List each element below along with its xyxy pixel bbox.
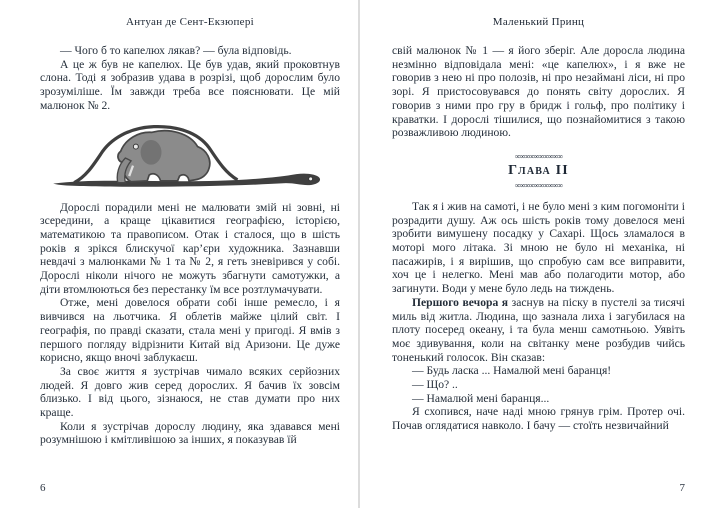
elephant-inside-boa-illustration xyxy=(40,120,340,196)
left-running-header: Антуан де Сент-Екзюпері xyxy=(125,16,254,28)
dialogue-line: — Що? .. xyxy=(412,378,458,392)
paragraph: За своє життя я зустрічав чимало всяких серйозних людей. Я довго жив серед дорослих. Я бачив їх зовсім близько. І від цього, зізнаюся, не став думати про них краще. xyxy=(40,364,340,420)
paragraph-evening xyxy=(392,296,685,365)
paragraph: А це ж був не капелюх. Це був удав, який проковтнув слона. Тоді я зобразив удава в розрізі, щоб дорослим було зрозуміліше. Їм завжди треба все пояснювати. Це мій малюнок № 2. xyxy=(40,57,340,112)
page-left xyxy=(40,16,340,447)
page-right xyxy=(392,16,685,433)
evening-bold-lead: Першого вечора я xyxy=(412,295,509,309)
boa-eye xyxy=(309,176,313,180)
ornament-chain-bottom: ∞∞∞∞∞∞∞∞∞∞ xyxy=(514,180,563,190)
paragraph: Отже, мені довелося обрати собі інше ремесло, і я вивчився на льотчика. Я облетів майже цілий світ. І географія, по правді сказати, стала мені у пригоді. Я вмів з першого погляду відрізнити Китай від Аризони. Це дуже корисно, якщо вночі заблукаєш. xyxy=(40,296,340,365)
right-running-header: Маленький Принц xyxy=(492,16,585,28)
elephant-body xyxy=(118,130,210,181)
elephant-eye xyxy=(133,144,138,149)
evening-rest: заснув на піску в пустелі за тисячі миль від житла. Людина, що зазнала лиха і загубилася на плоту посеред океану, і та була менш самотньою. Уявіть моє здивування, коли на світанку мене розбудив чийсь тоненький голосок. Він сказав: xyxy=(392,295,685,364)
page-number-right: 7 xyxy=(679,482,685,494)
chapter-title: Глава II xyxy=(508,162,569,178)
page-gutter-divider xyxy=(358,0,360,508)
dialogue-line: — Намалюй мені баранця... xyxy=(412,391,550,405)
paragraph: Дорослі порадили мені не малювати змій ні зовні, ні зсередини, а краще цікавитися географією, історією, математикою та правописом. Отак і сталося, що в шість років я зрікся блискучої кар’єри художника. Зазнавши невдачі з малюнками № 1 та № 2, я геть зневірився у собі. Дорослі ніколи нічого не можуть збагнути самотужки, а діти втомлюються без перестанку їм все розтлумачувати. xyxy=(40,200,340,296)
paragraph: Коли я зустрічав дорослу людину, яка здавався мені розумнішою і кмітливішою за інших, я показував їй xyxy=(40,419,340,447)
chapter-heading-block xyxy=(392,152,685,190)
page-number-left: 6 xyxy=(40,482,46,494)
paragraph: свій малюнок № 1 — я його зберіг. Але доросла людина незмінно відповідала мені: «це капелюх», і я вже не говорив з нею ні про полозів, ні про незаймані ліси, ні про зорі. Я пристосовувався до понять світу дорослих. Я говорив з ними про гру в бридж і гольф, про політику і краватки. І дорослі тішилися, що познайомитися з такою розважливою людиною. xyxy=(392,44,685,140)
dialogue-line: — Будь ласка ... Намалюй мені баранця! xyxy=(412,364,612,378)
paragraph: — Чого б то капелюх лякав? — була відповідь. xyxy=(60,44,292,57)
paragraph: Так я і жив на самоті, і не було мені з ким погомоніти і розрадити душу. Аж ось шість років тому довелося мені зробити вимушену посадку у Сахарі. Щось зламалося в моторі мого літака. Зі мною не було ні механіка, ні пасажирів, і я вирішив, що спробую сам все виправити, хоч це і нелегко. Мені мав або полагодити мотор, або загинути. Води у мене було ледь на тиждень. xyxy=(392,199,685,296)
elephant-ear xyxy=(141,139,162,164)
ornament-chain-top: ∞∞∞∞∞∞∞∞∞∞ xyxy=(514,151,563,161)
paragraph: Я схопився, наче наді мною грянув грім. Протер очі. Почав оглядатися навколо. І бачу — стоїть незвичайний xyxy=(392,405,685,433)
